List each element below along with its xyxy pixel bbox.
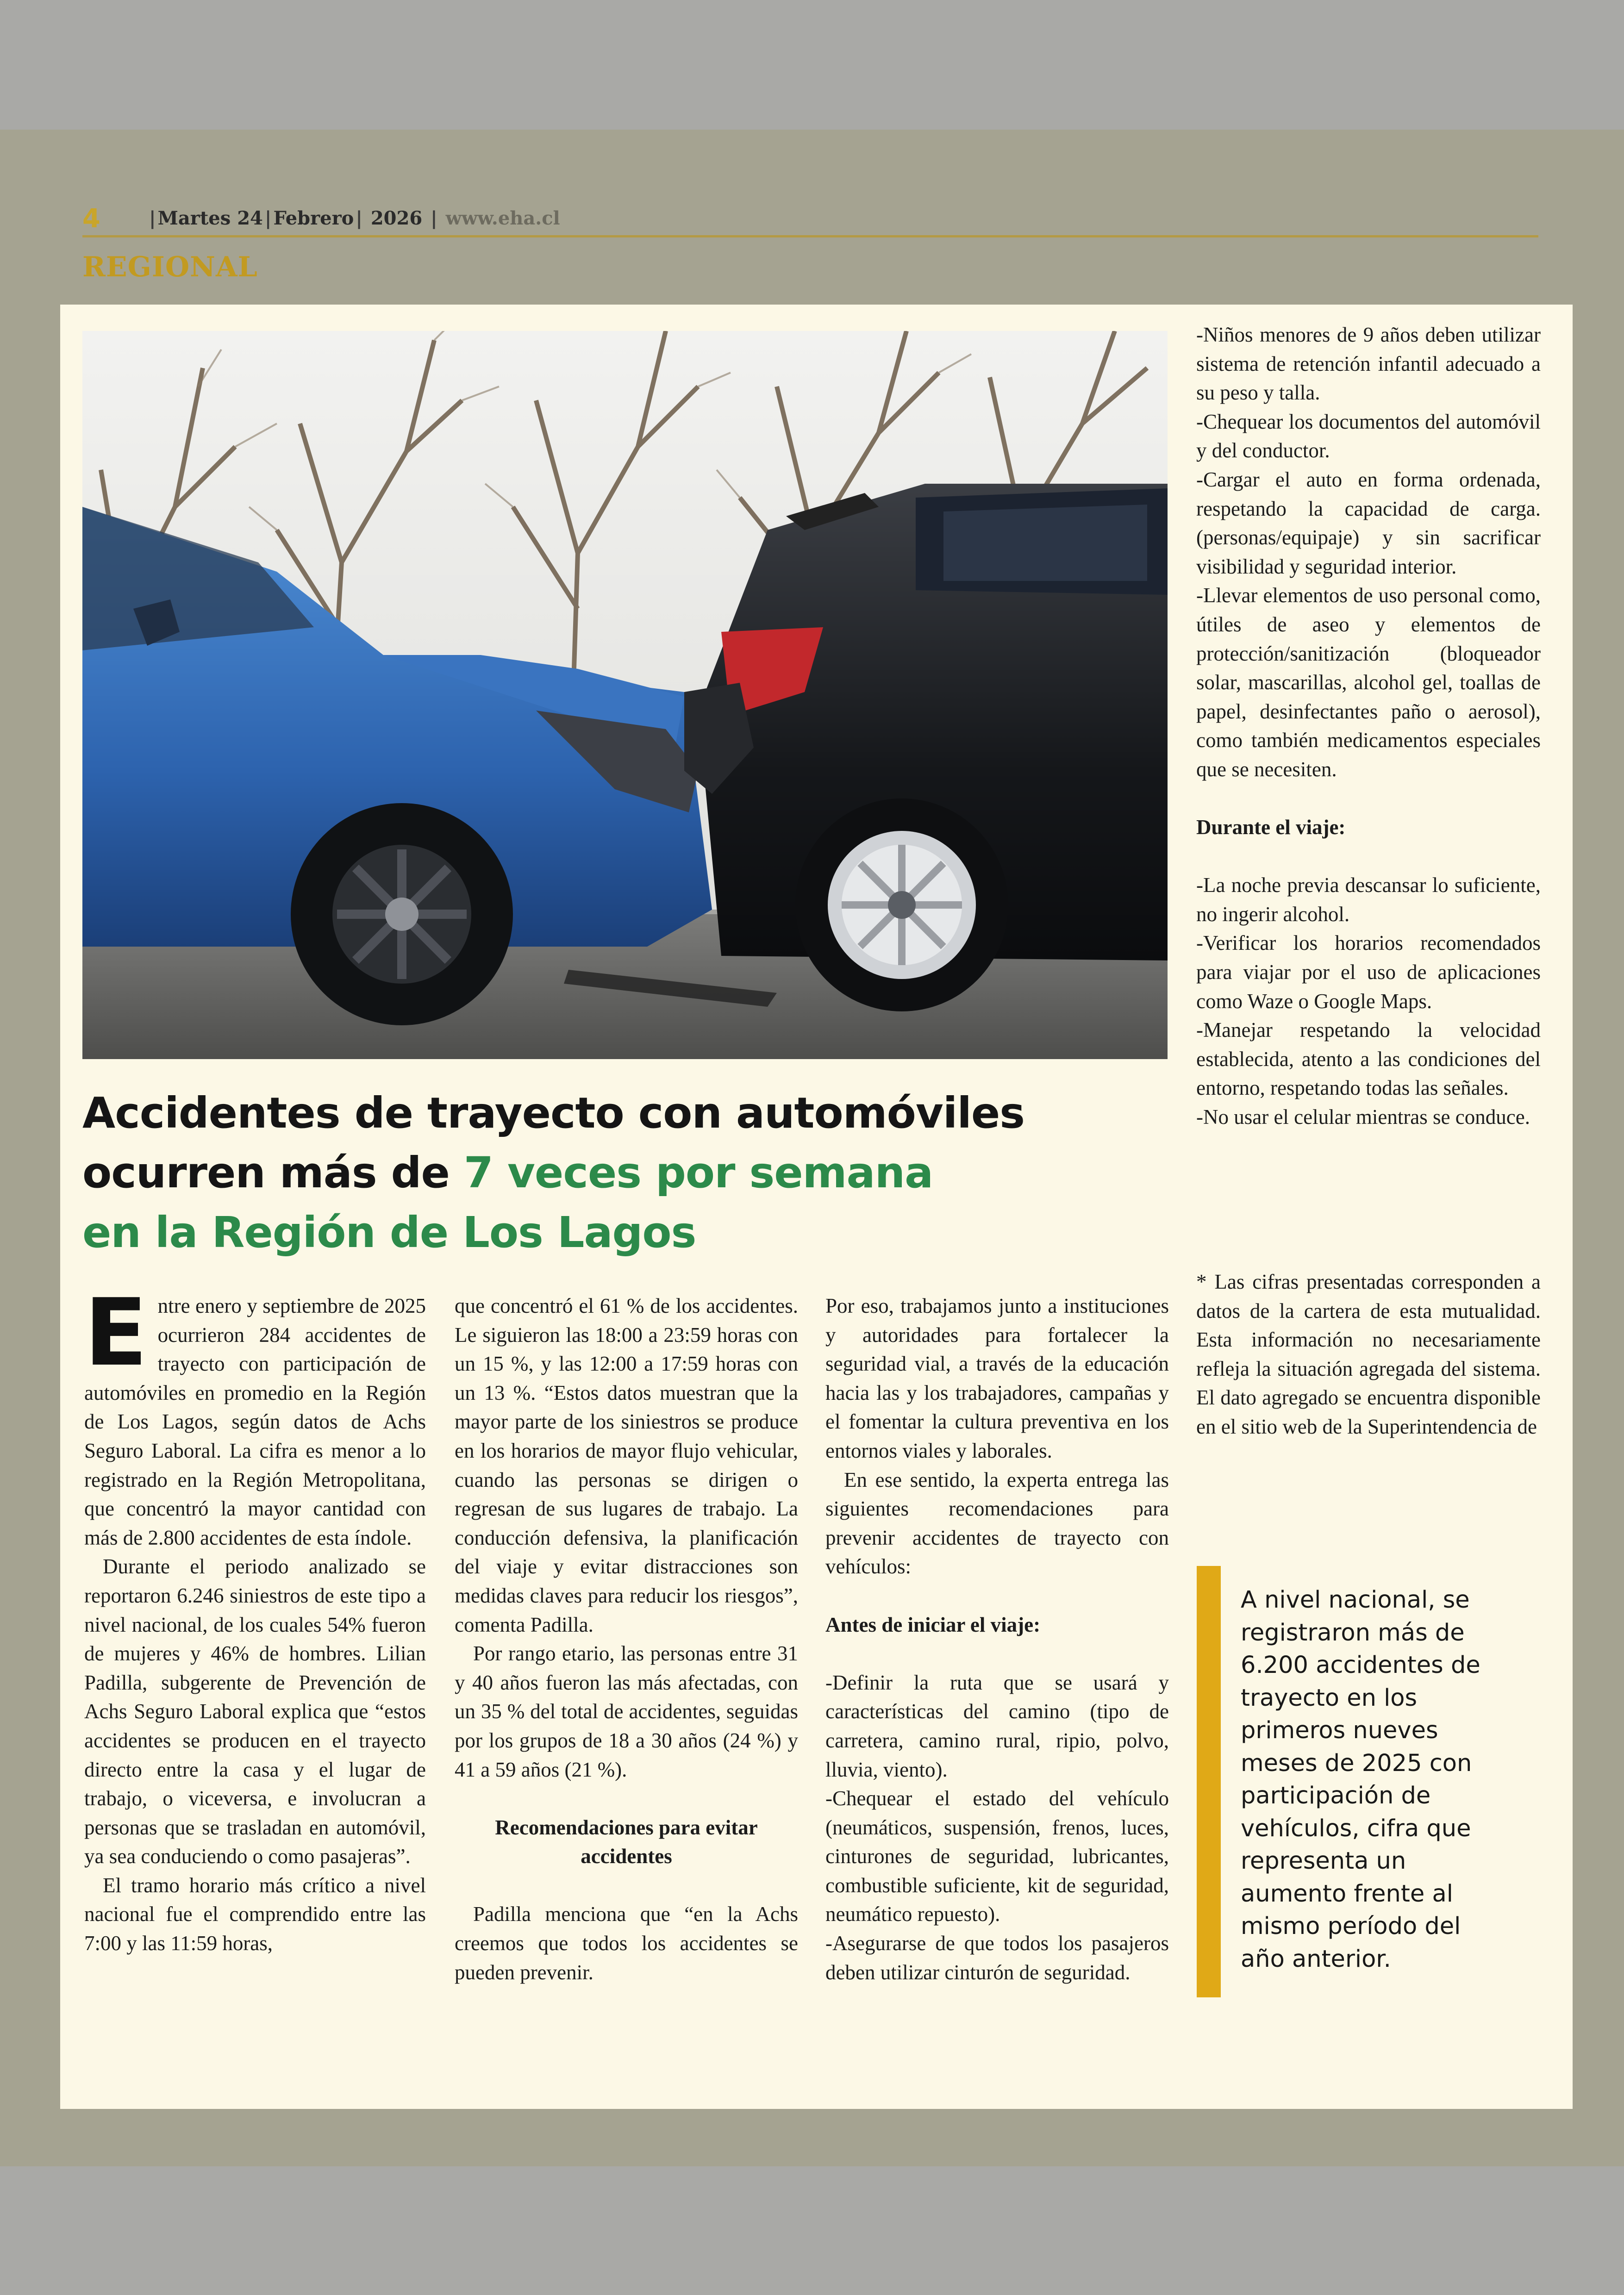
article-photo <box>82 331 1168 1059</box>
pull-quote: A nivel nacional, se registraron más de 6.200 accidentes de trayecto en los primeros nueves meses de 2025 con participación de vehículos, cifra que representa un aumento frente al mismo período del año anterior. <box>1241 1586 1480 1973</box>
list-item: -Chequear los documentos del automóvil y del conductor. <box>1196 410 1541 462</box>
pull-quote-bar <box>1197 1566 1221 1997</box>
list-item: -No usar el celular mientras se conduce. <box>1196 1105 1530 1129</box>
headline-highlight: 7 veces por semana <box>463 1148 933 1197</box>
spacer <box>455 1784 798 1813</box>
spacer <box>455 1871 798 1900</box>
paragraph: Por eso, trabajamos junto a instituciones y autoridades para fortalecer la seguridad vial, a través de la educación hacia las y los trabajadores, campañas y el fomentar la cultura preventiva en los entornos viales y laborales. <box>825 1294 1169 1462</box>
list-item: -Verificar los horarios recomendados para viajar por el uso de aplicaciones como Waze o Google Maps. <box>1196 931 1541 1013</box>
paragraph: El tramo horario más crítico a nivel nacional fue el comprendido entre las 7:00 y las 11:59 horas, <box>84 1873 426 1955</box>
car-crash-illustration <box>82 331 1168 1059</box>
spacer <box>1196 842 1541 871</box>
footnote <box>1196 1267 1541 1441</box>
article-column-3 <box>825 1291 1169 1987</box>
article-column-1 <box>84 1279 426 1958</box>
date-year: 2026 <box>370 207 423 229</box>
paragraph: Padilla menciona que “en la Achs creemos que todos los accidentes se pueden prevenir. <box>455 1902 798 1984</box>
header-divider <box>82 235 1538 237</box>
section-label: REGIONAL <box>82 251 258 283</box>
drop-cap: E <box>84 1279 148 1387</box>
list-item: -Definir la ruta que se usará y características del camino (tipo de carretera, camino rural, ripio, polvo, lluvia, viento). <box>825 1671 1169 1781</box>
subheading: Durante el viaje: <box>1196 816 1346 839</box>
headline-region: en la Región de Los Lagos <box>82 1208 696 1257</box>
page-number: 4 <box>82 204 100 234</box>
subheading: Recomendaciones para evitar accidentes <box>495 1815 758 1868</box>
spacer <box>1196 784 1541 813</box>
paragraph: Durante el periodo analizado se reportaron 6.246 siniestros de este tipo a nivel nacional, de los cuales 54% fueron de mujeres y 46% de hombres. Lilian Padilla, subgerente de Prevención de Achs Seguro Laboral explica que “estos accidentes se producen en el trayecto directo entre la casa y el lugar de trabajo, o viceversa, e involucran a personas que se trasladan en automóvil, ya sea conduciendo o como pasajeras”. <box>84 1555 426 1868</box>
paragraph: que concentró el 61 % de los accidentes. Le siguieron las 18:00 a 23:59 horas con un 15 %, y las 12:00 a 17:59 horas con un 13 %. “Estos datos muestran que la mayor parte de los siniestros se produce en los horarios de mayor flujo vehicular, cuando las personas se dirigen o regresan de sus lugares de trabajo. La conducción defensiva, la planificación del viaje y evitar distracciones son medidas claves para reducir los riesgos”, comenta Padilla. <box>455 1294 798 1636</box>
website-link[interactable]: www.eha.cl <box>445 207 560 229</box>
list-item: -Llevar elementos de uso personal como, útiles de aseo y elementos de protección/sanitización (bloqueador solar, mascarillas, alcohol gel, toallas de papel, desinfectantes paño o aerosol), como también medicamentos especiales que se necesiten. <box>1196 584 1541 781</box>
date-day: Martes 24 <box>157 207 263 229</box>
footnote-text: * Las cifras presentadas corresponden a datos de la cartera de esta mutualidad. Esta información no necesariamente refleja la situación agregada del sistema. El dato agregado se encuentra disponible en el sitio web de la Superintendencia de <box>1196 1270 1541 1438</box>
article-column-4 <box>1196 320 1541 1132</box>
spacer <box>825 1639 1169 1668</box>
headline-main: Accidentes de trayecto con automóviles ocurren más de <box>82 1088 1025 1197</box>
paragraph: ntre enero y septiembre de 2025 ocurrieron 284 accidentes de trayecto con participación de automóviles en promedio en la Región de Los Lagos, según datos de Achs Seguro Laboral. La cifra es menor a lo registrado en la Región Metropolitana, que concentró la mayor cantidad con más de 2.800 accidentes de esta índole. <box>84 1294 426 1549</box>
list-item: -La noche previa descansar lo suficiente, no ingerir alcohol. <box>1196 873 1541 926</box>
list-item: -Chequear el estado del vehículo (neumáticos, suspensión, frenos, luces, cinturones de seguridad, lubricantes, combustible suficiente, kit de seguridad, neumático repuesto). <box>825 1787 1169 1926</box>
article-column-2 <box>455 1291 798 1987</box>
spacer <box>825 1581 1169 1610</box>
date-month: Febrero <box>273 207 354 229</box>
headline <box>82 1083 1184 1262</box>
list-item: -Cargar el auto en forma ordenada, respetando la capacidad de carga. (personas/equipaje) y sin sacrificar visibilidad y seguridad interior. <box>1196 468 1541 578</box>
list-item: -Niños menores de 9 años deben utilizar sistema de retención infantil adecuado a su peso y talla. <box>1196 323 1541 405</box>
list-item: -Manejar respetando la velocidad establecida, atento a las condiciones del entorno, respetando todas las señales. <box>1196 1018 1541 1100</box>
list-item: -Asegurarse de que todos los pasajeros deben utilizar cinturón de seguridad. <box>825 1932 1169 1984</box>
subheading: Antes de iniciar el viaje: <box>825 1613 1041 1636</box>
paragraph: Por rango etario, las personas entre 31 y 40 años fueron las más afectadas, con un 35 % del total de accidentes, seguidas por los grupos de 18 a 30 años (24 %) y 41 a 59 años (21 %). <box>455 1642 798 1781</box>
paragraph: En ese sentido, la experta entrega las siguientes recomendaciones para prevenir accidentes de trayecto con vehículos: <box>825 1468 1169 1578</box>
dateline: | Martes 24 | Febrero | 2026 | www.eha.cl <box>149 207 560 229</box>
